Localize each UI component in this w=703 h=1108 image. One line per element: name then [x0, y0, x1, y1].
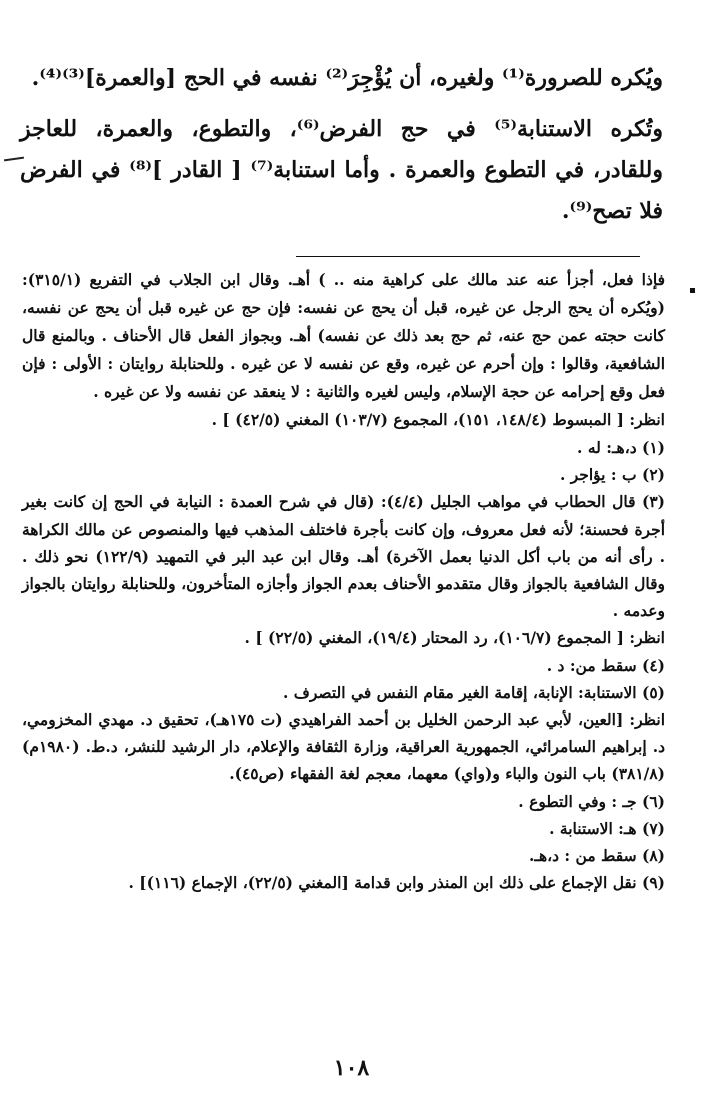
footnote-3: (٣) قال الحطاب في مواهب الجليل (٤/٤): (قال في شرح العمدة : النيابة في الحج إن كانت بغير أجرة فحسنة؛ لأنه فعل معروف، وإن كانت بأجرة فاختلف المذهب فيها والمنصوص عن مالك الكراهة . رأى أنه من باب أكل الدنيا بعمل الآخرة) أهـ. وقال ابن عبد البر في التمهيد (١٢٢/٩) نحو ذلك . وقال الشافعية بالجواز وقال متقدمو الأحناف بعدم الجواز وأجازه المتأخرون، وللحنابلة روايتان بالجواز وعدمه .: [22, 492, 665, 621]
footnote-3-reference: انظر: [ المجموع (١٠٦/٧)، رد المحتار (١٩/٤)، المغني (٢٢/٥) ] .: [244, 628, 665, 648]
footnote-5: (٥) الاستنابة: الإنابة، إقامة الغير مقام النفس في التصرف .: [283, 682, 665, 702]
footnote-2: (٢) ب : يؤاجر .: [559, 465, 665, 485]
bullet-marker: [690, 288, 695, 293]
commentary-paragraph: فإذا فعل، أجزأ عنه عند مالك على كراهية منه .. ) أهـ. وقال ابن الجلاب في التفريع (٣١٥/١): (ويُكره أن يحج الرجل عن غيره، قبل أن يحج عن نفسه: فإن حج عن غيره قبل أن يحج عن نفسه، كانت حجته عمن حج عنه، ثم حج بعد ذلك عن نفسه) أهـ. وبجواز الفعل قال الأحناف . وبالمنع قال الشافعية، وقالوا : وإن أحرم عن غيره، وقع عن نفسه لا عن غيره . وللحنابلة روايتان : الأولى : فإن فعل وقع إحرامه عن حجة الإسلام، وليس لغيره والثانية : لا ينعقد عن نفسه ولا عن غيره .: [22, 270, 665, 401]
page-number: ١٠٨: [333, 1055, 370, 1081]
footnote-6: (٦) جـ : وفي التطوع .: [518, 791, 665, 811]
main-paragraph-1: ويُكره للصرورة⁽¹⁾ ولغيره، أن يُؤْجِرَ⁽²⁾ نفسه في الحج [والعمرة]⁽³⁾⁽⁴⁾.: [31, 65, 663, 91]
footnote-9: (٩) نقل الإجماع على ذلك ابن المنذر وابن قدامة [المغني (٢٢/٥)، الإجماع (١١٦)] .: [128, 873, 665, 893]
footnote-1: (١) د،هـ: له .: [577, 438, 665, 457]
footnote-5-reference: انظر: [العين، لأبي عبد الرحمن الخليل بن أحمد الفراهيدي (ت ١٧٥هـ)، تحقيق د. مهدي المخزومي، د. إبراهيم السامرائي، الجمهورية العراقية، وزارة الثقافة والإعلام، دار الرشيد للنشر، د.ط. (١٩٨٠م) (٣٨١/٨) باب النون والباء و(واي) معهما، معجم لغة الفقهاء (ص٤٥).: [22, 710, 665, 784]
footnote-4: (٤) سقط من: د .: [546, 655, 665, 675]
footnote-separator: [296, 256, 640, 257]
commentary-block: [22, 266, 665, 434]
footnotes-section: [22, 266, 665, 896]
main-text: [20, 58, 663, 232]
footnote-7: (٧) هـ: الاستنابة .: [549, 818, 665, 838]
commentary-reference: انظر: [ المبسوط (١٤٨/٤، ١٥١)، المجموع (١٠٣/٧) المغني (٤٢/٥) ] .: [211, 410, 665, 429]
main-paragraph-2: وتُكره الاستنابة⁽⁵⁾ في حج الفرض⁽⁶⁾، والتطوع، والعمرة، للعاجز وللقادر، في التطوع والعمرة . وأما استنابة⁽⁷⁾ [ القادر ]⁽⁸⁾ في الفرض فلا تصح⁽⁹⁾.: [20, 116, 664, 224]
footnote-8: (٨) سقط من : د،هـ.: [529, 846, 665, 866]
